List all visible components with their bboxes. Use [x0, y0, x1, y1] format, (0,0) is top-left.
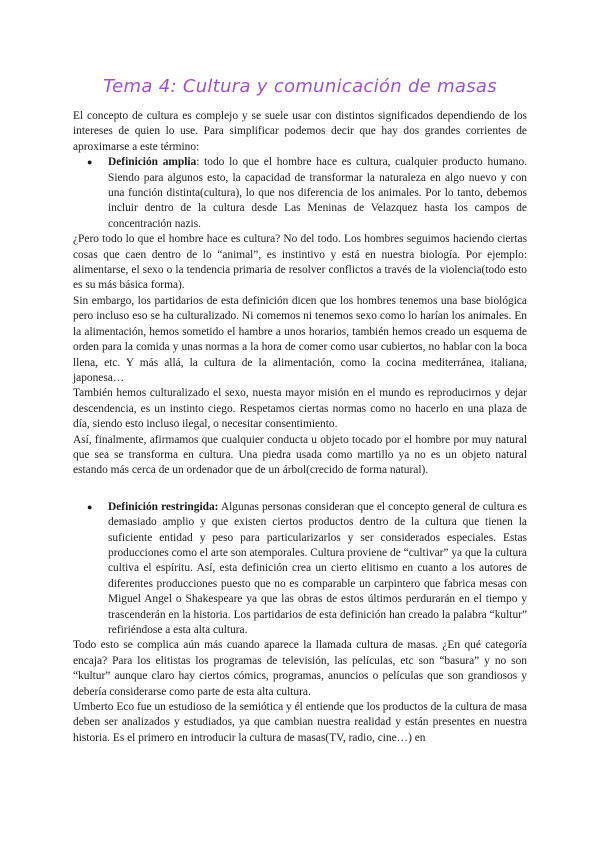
paragraph-5: Todo esto se complica aún más cuando aparece la llamada cultura de masas. ¿En qué categoría encaja? Para los elitistas los programas de televisión, las películas, etc son “basura” y no son “kultur” aunque claro hay ciertos cómics, programas, anuncios o películas que son grandiosos y debería considerarse como parte de esta alta cultura.	[73, 639, 527, 698]
definition-amplia-term: Definición amplia	[108, 156, 197, 169]
paragraph-1: ¿Pero todo lo que el hombre hace es cultura? No del todo. Los hombres seguimos haciendo ciertas cosas que caen dentro de lo “animal”, es instintivo y está en nuestra biología. Por ejemplo: alimentarse, el sexo o la tendencia primaria de resolver conflictos a través de la violencia(todo esto es su más básica forma).	[73, 233, 527, 292]
definition-restringida-item	[73, 500, 527, 639]
definition-restringida-text: Algunas personas consideran que el concepto general de cultura es demasiado amplio y que existen ciertos productos dentro de la cultura que tienen la suficiente entidad y peso para particularizarlos y ser considerados especiales. Estas producciones como el arte son atemporales. Cultura proviene de “cultivar” ya que la cultura cultiva el espíritu. Así, esta definición crea un cierto elitismo en cuanto a los autores de diferentes producciones puesto que no es comparable un carpintero que fabrica mesas con Miguel Angel o Shakespeare ya que las obras de estos últimos perdurarán en el tiempo y trascenderán en la historia. Los partidarios de esta definición han creado la palabra “kultur” refiriéndose a esta alta cultura.	[108, 500, 527, 636]
definition-restringida-term: Definición restringida:	[108, 500, 219, 513]
paragraph-4: Así, finalmente, afirmamos que cualquier conducta u objeto tocado por el hombre por muy natural que sea se transforma en cultura. Una piedra usada como martillo ya no es un objeto natural estando más cerca de un ordenador que de un árbol(crecido de forma natural).	[73, 433, 527, 477]
bullet-icon: ●	[87, 157, 93, 168]
definition-list-2	[73, 500, 527, 639]
paragraph-6: Umberto Eco fue un estudioso de la semiótica y él entiende que los productos de la cultura de masa deben ser analizados y estudiados, ya que cambian nuestra realidad y están presentes en nuestra historia. Es el primero en introducir la cultura de masas(TV, radio, cine…) en	[73, 701, 527, 744]
spacer	[73, 479, 527, 500]
intro-paragraph: El concepto de cultura es complejo y se suele usar con distintos significados dependiendo de los intereses de quien lo use. Para simplificar podemos decir que hay dos grandes corrientes de aproximarse a este término:	[73, 110, 527, 153]
bullet-icon: ●	[87, 501, 93, 512]
definition-list-1	[73, 155, 527, 232]
page-title: Tema 4: Cultura y comunicación de masas	[103, 76, 497, 97]
definition-amplia-text: : todo lo que el hombre hace es cultura, cualquier producto humano. Siendo para algunos esto, la capacidad de transformar la naturaleza en algo nuevo y con una función distinta(cultura), lo que nos diferencia de los animales. Por lo tanto, debemos incluir dentro de la cultura desde Las Meninas de Velazquez hasta los campos de concentración nazis.	[108, 156, 527, 230]
definition-amplia-item	[73, 155, 527, 232]
paragraph-2: Sin embargo, los partidarios de esta definición dicen que los hombres tenemos una base biológica pero incluso eso se ha culturalizado. Ni comemos ni tenemos sexo como lo harían los animales. En la alimentación, hemos sometido el hambre a unos horarios, también hemos creado un esquema de orden para la comida y unas normas a la hora de comer como usar cubiertos, no hablar con la boca llena, etc. Y más allá, la cultura de la alimentación, como la cocina mediterránea, italiana, japonesa…	[73, 294, 527, 384]
paragraph-3: También hemos culturalizado el sexo, nuesta mayor misión en el mundo es reproducirnos y dejar descendencia, es un instinto ciego. Respetamos ciertas normas como no hacerlo en una plaza de día, siendo esto incluso ilegal, o necesitar consentimiento.	[73, 387, 527, 431]
